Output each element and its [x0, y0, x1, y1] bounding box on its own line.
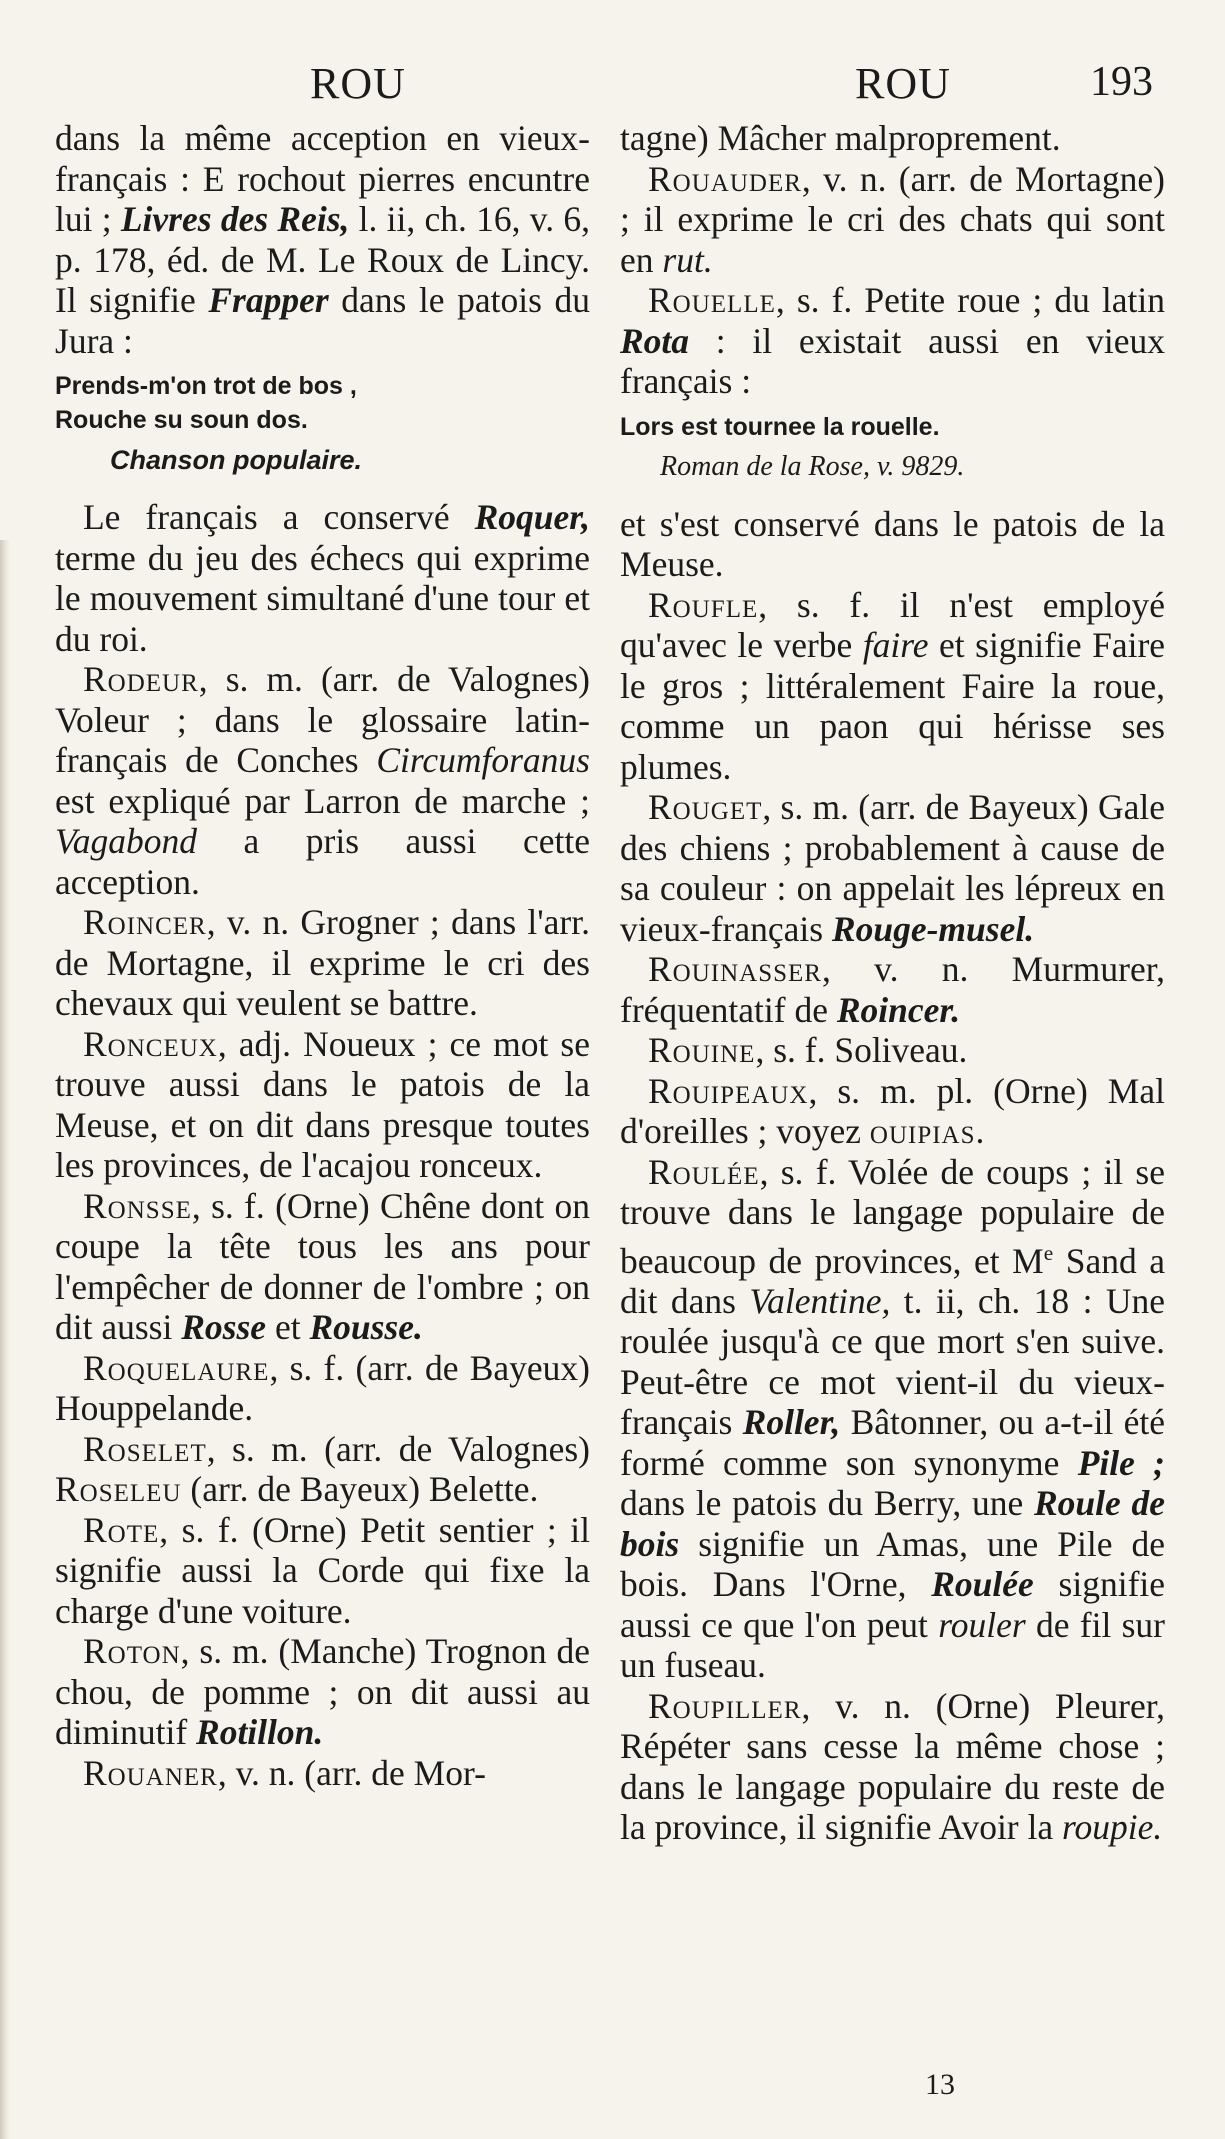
entry-headword: Rouget — [648, 787, 763, 827]
entry-rouauder: Rouauder, v. n. (arr. de Mortagne) ; il exprime le cri des chats qui sont en rut. — [620, 158, 1165, 280]
entry-rote: Rote, s. f. (Orne) Petit sentier ; il signifie aussi la Corde qui fixe la charge d'une voiture. — [55, 1509, 590, 1631]
entry-rouelle: Rouelle, s. f. Petite roue ; du latin Rota : il existait aussi en vieux français : — [620, 280, 1166, 401]
entry-headword: Rouine — [648, 1030, 756, 1070]
entry-roupiller: Roupiller, v. n. (Orne) Pleurer, Répéter sans cesse la même chose ; dans le langage populaire du reste de la province, il signifie Avoir la roupie. — [620, 1685, 1165, 1848]
entry-headword: Roulée — [648, 1151, 760, 1192]
entry-roincer: Roincer, v. n. Grogner ; dans l'arr. de Mortagne, il exprime le cri des chevaux qui veulent se battre. — [55, 902, 590, 1023]
entry-headword: Rouinasser — [648, 949, 822, 989]
entry-headword: Roselet — [83, 1428, 207, 1469]
entry-rouipeaux: Rouipeaux, s. m. pl. (Orne) Mal d'oreilles ; voyez ouipias. — [620, 1070, 1165, 1151]
entry-headword: Roquelaure — [83, 1347, 270, 1388]
entry-headword: Rouaner — [83, 1752, 218, 1793]
entry-headword: Rouelle — [648, 280, 776, 320]
entry-headword: Ronceux — [83, 1023, 218, 1064]
entry-roulee: Roulée, s. f. Volée de coups ; il se trouve dans le langage populaire de beaucoup de provinces, et Me Sand a dit dans Valentine, t. ii, ch. 18 : Une roulée jusqu'à ce que mort s'en suive. Peut-être ce mot vient-il du vieux-français Roller, Bâtonner, ou a-t-il été formé comme son synonyme Pile ; dans le patois du Berry, une Roule de bois signifie un Amas, une Pile de bois. Dans l'Orne, Roulée signifie aussi ce que l'on peut rouler de fil sur un fuseau. — [620, 1151, 1166, 1686]
entry-rouaner: Rouaner, v. n. (arr. de Mor- — [83, 1752, 486, 1793]
entry-headword: Roton — [83, 1631, 181, 1671]
quote-source: Chanson populaire. — [110, 445, 363, 475]
paragraph: et s'est conservé dans le patois de la Meuse. — [620, 503, 1165, 584]
quote-source: Roman de la Rose, v. 9829. — [660, 450, 965, 482]
left-column — [55, 118, 590, 1793]
entry-headword: Roupiller — [648, 1685, 802, 1726]
entry-roufle: Roufle, s. f. il n'est employé qu'avec le verbe faire et signifie Faire le gros ; littéralement Faire la roue, comme un paon qui hérisse ses plumes. — [620, 584, 1166, 787]
entry-headword: Rouauder — [648, 158, 802, 199]
page-number: 193 — [1090, 59, 1153, 105]
entry-headword: Rodeur — [83, 659, 199, 699]
entry-rodeur: Rodeur, s. m. (arr. de Valognes) Voleur ; dans le glossaire latin-français de Conches Circumforanus est expliqué par Larron de marche ; Vagabond a pris aussi cette acception. — [55, 659, 590, 902]
signature-mark: 13 — [925, 2068, 955, 2101]
entry-rouine: Rouine, s. f. Soliveau. — [648, 1030, 968, 1070]
entry-headword: Roufle — [648, 584, 759, 625]
entry-headword: Ronsse — [83, 1185, 192, 1226]
entry-headword: Roincer — [83, 902, 207, 942]
right-running-head: ROU — [855, 59, 951, 108]
entry-ronceux: Ronceux, adj. Noueux ; ce mot se trouve aussi dans le patois de la Meuse, et on dit dans presque toutes les provinces, de l'acajou ronceux. — [55, 1023, 590, 1185]
paragraph: Le français a conservé Roquer, terme du jeu des échecs qui exprime le mouvement simultané d'une tour et du roi. — [55, 497, 590, 659]
entry-roquelaure: Roquelaure, s. f. (arr. de Bayeux) Houppelande. — [55, 1347, 590, 1428]
verse-quote: Prends-m'on trot de bos , Rouche su soun dos. Chanson populaire. — [55, 369, 590, 477]
page-edge-shadow — [0, 540, 10, 2139]
paragraph: dans la même acception en vieux-français : E rochout pierres encuntre lui ; Livres des Reis, l. ii, ch. 16, v. 6, p. 178, éd. de M. Le Roux de Lincy. Il signifie Frapper dans le patois du Jura : — [55, 118, 591, 361]
entry-roselet: Roselet, s. m. (arr. de Valognes) Roseleu (arr. de Bayeux) Belette. — [55, 1428, 590, 1509]
entry-rouinasser: Rouinasser, v. n. Murmurer, fréquentatif de Roincer. — [620, 949, 1165, 1030]
entry-headword: Rouipeaux — [648, 1070, 809, 1111]
paragraph: tagne) Mâcher malproprement. — [620, 118, 1061, 158]
left-running-head: ROU — [310, 59, 406, 108]
entry-roton: Roton, s. m. (Manche) Trognon de chou, de pomme ; on dit aussi au diminutif Rotillon. — [55, 1631, 590, 1752]
right-column — [620, 118, 1165, 1848]
entry-ronsse: Ronsse, s. f. (Orne) Chêne dont on coupe la tête tous les ans pour l'empêcher de donner de l'ombre ; on dit aussi Rosse et Rousse. — [55, 1185, 590, 1347]
verse-quote: Lors est tournee la rouelle. Roman de la Rose, v. 9829. — [620, 410, 1165, 484]
entry-headword: Rote — [83, 1509, 160, 1550]
entry-rouget: Rouget, s. m. (arr. de Bayeux) Gale des chiens ; probablement à cause de sa couleur : on appelait les lépreux en vieux-français Rouge-musel. — [620, 787, 1165, 949]
